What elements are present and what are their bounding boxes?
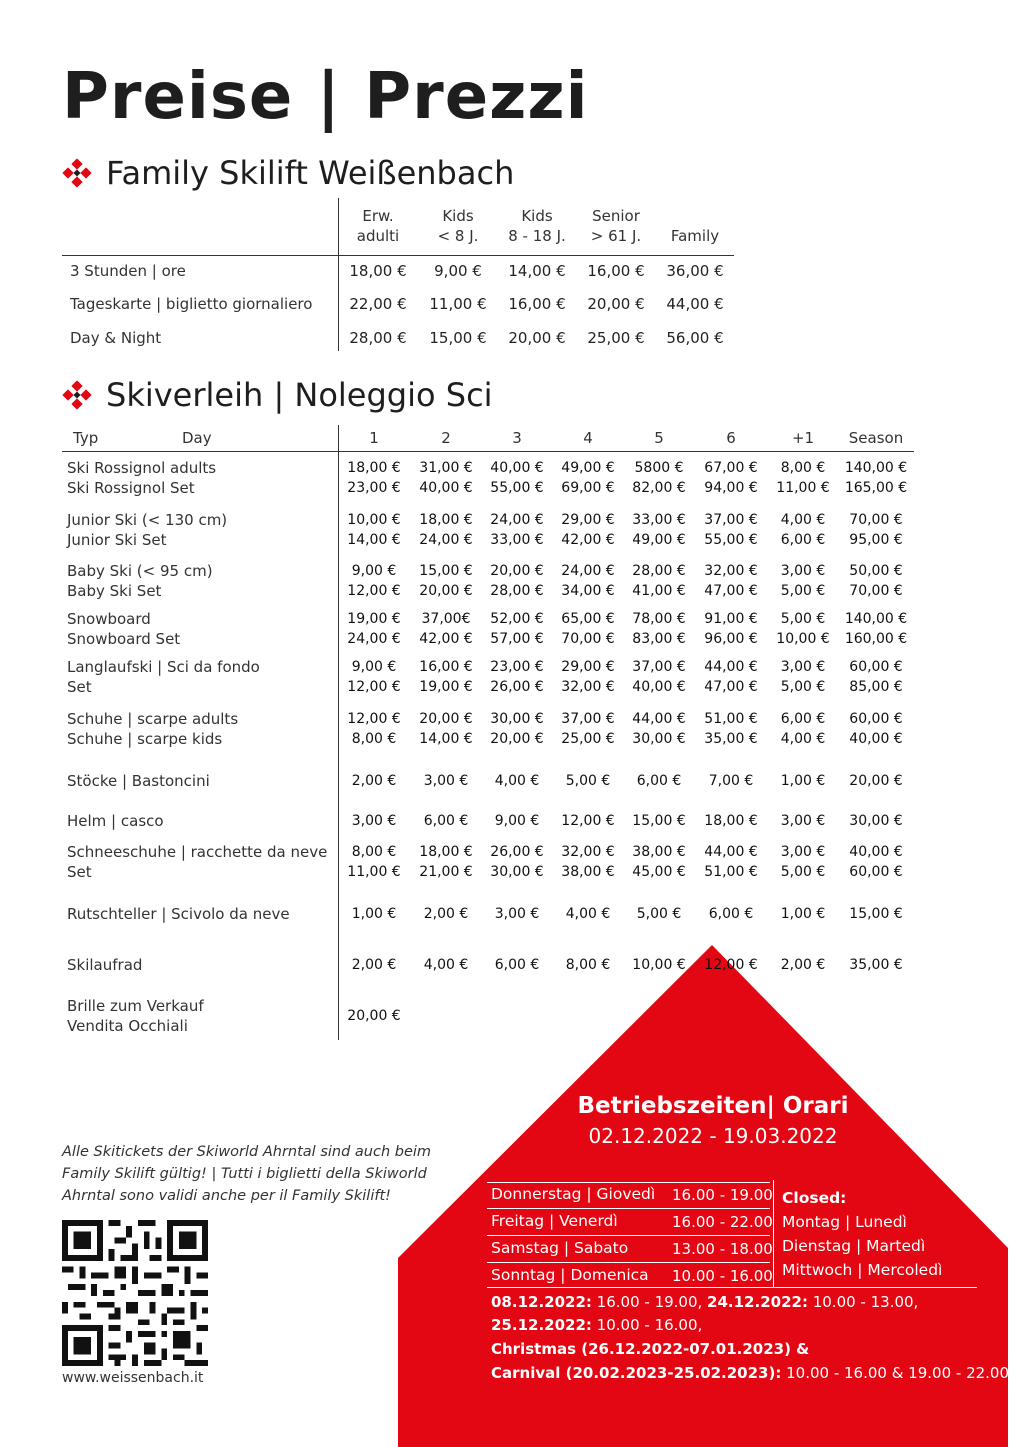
rental-price-cell: 1,00 €	[780, 906, 826, 922]
rental-price-cell: 3,00 €	[780, 813, 826, 829]
section-heading-rental	[62, 375, 493, 415]
rental-price-cell: 94,00 €	[704, 480, 758, 496]
rental-price-cell: 83,00 €	[632, 631, 686, 647]
rental-price-cell: 20,00 €	[490, 731, 544, 747]
rental-price-cell: 9,00 €	[351, 563, 397, 579]
price-cell: 11,00 €	[429, 295, 487, 313]
rental-price-cell: 18,00 €	[419, 844, 473, 860]
rental-price-cell: 20,00 €	[347, 1008, 401, 1024]
rental-price-cell: 20,00 €	[490, 563, 544, 579]
rental-price-cell: 3,00 €	[780, 563, 826, 579]
rental-price-cell: 35,00 €	[849, 957, 903, 973]
rental-price-cell: 42,00 €	[561, 532, 615, 548]
rental-price-cell: 4,00 €	[780, 512, 826, 528]
rental-item-label: Snowboard	[67, 610, 151, 628]
rental-price-cell: 5,00 €	[780, 611, 826, 627]
table-rule	[62, 255, 734, 256]
rental-price-cell: 4,00 €	[565, 906, 611, 922]
rental-price-cell: 42,00 €	[419, 631, 473, 647]
rental-price-cell: 82,00 €	[632, 480, 686, 496]
rental-price-cell: 12,00 €	[561, 813, 615, 829]
rental-price-cell: 65,00 €	[561, 611, 615, 627]
price-cell: 56,00 €	[666, 329, 724, 347]
rental-item-label: Schneeschuhe | racchette da neve	[67, 843, 328, 861]
rental-price-cell: 49,00 €	[632, 532, 686, 548]
rental-price-cell: 5800 €	[634, 460, 684, 476]
rental-price-cell: 6,00 €	[494, 957, 540, 973]
price-cell: 9,00 €	[434, 262, 482, 280]
rental-price-cell: 30,00 €	[849, 813, 903, 829]
rental-price-cell: 60,00 €	[849, 711, 903, 727]
rental-price-cell: 29,00 €	[561, 659, 615, 675]
rental-price-cell: 44,00 €	[704, 844, 758, 860]
rental-price-cell: 40,00 €	[849, 844, 903, 860]
day-column-header: +1	[791, 429, 815, 447]
rental-price-cell: 4,00 €	[423, 957, 469, 973]
schedule-time: 16.00 - 22.00	[672, 1213, 773, 1231]
hours-title: Betriebszeiten| Orari	[577, 1093, 849, 1119]
day-column-header: 5	[654, 429, 664, 447]
rental-price-cell: 70,00 €	[849, 512, 903, 528]
rental-price-cell: 8,00 €	[780, 460, 826, 476]
rental-price-cell: 12,00 €	[704, 957, 758, 973]
special-hours-line: 08.12.2022: 16.00 - 19.00, 24.12.2022: 10.00 - 13.00,	[491, 1293, 919, 1311]
rental-price-cell: 45,00 €	[632, 864, 686, 880]
rental-price-cell: 33,00 €	[490, 532, 544, 548]
rental-price-cell: 14,00 €	[347, 532, 401, 548]
rental-price-cell: 28,00 €	[632, 563, 686, 579]
table-rule	[62, 451, 914, 452]
rental-price-cell: 69,00 €	[561, 480, 615, 496]
rental-price-cell: 12,00 €	[347, 679, 401, 695]
rental-price-cell: 38,00 €	[632, 844, 686, 860]
rental-price-cell: 5,00 €	[780, 583, 826, 599]
column-header: Senior > 61 J.	[590, 207, 642, 245]
rental-price-cell: 18,00 €	[419, 512, 473, 528]
rental-price-cell: 6,00 €	[780, 532, 826, 548]
rental-price-cell: 20,00 €	[419, 711, 473, 727]
rental-item-label: Schuhe | scarpe adults	[67, 710, 239, 728]
rental-price-cell: 40,00 €	[632, 679, 686, 695]
special-hours-line: Carnival (20.02.2023-25.02.2023): 10.00 - 16.00 & 19.00 - 22.00	[491, 1364, 1010, 1382]
rental-price-cell: 4,00 €	[494, 773, 540, 789]
rental-item-label: Snowboard Set	[67, 630, 181, 648]
rental-item-label: Junior Ski Set	[67, 531, 167, 549]
section-title: Family Skilift Weißenbach	[106, 154, 515, 192]
rental-price-cell: 70,00 €	[849, 583, 903, 599]
price-cell: 20,00 €	[587, 295, 645, 313]
special-hours-line: Christmas (26.12.2022-07.01.2023) &	[491, 1340, 810, 1358]
price-cell: 28,00 €	[349, 329, 407, 347]
rental-price-cell: 40,00 €	[849, 731, 903, 747]
rental-price-cell: 20,00 €	[849, 773, 903, 789]
rental-price-cell: 1,00 €	[780, 773, 826, 789]
rental-price-cell: 85,00 €	[849, 679, 903, 695]
rental-price-cell: 60,00 €	[849, 864, 903, 880]
rental-item-label: Vendita Occhiali	[67, 1017, 188, 1035]
rental-item-label: Baby Ski Set	[67, 582, 162, 600]
row-label: Tageskarte | biglietto giornaliero	[70, 295, 313, 313]
rental-price-cell: 40,00 €	[419, 480, 473, 496]
price-cell: 20,00 €	[508, 329, 566, 347]
rental-price-cell: 24,00 €	[347, 631, 401, 647]
rental-item-label: Brille zum Verkauf	[67, 997, 204, 1015]
day-column-header: 4	[583, 429, 593, 447]
rental-price-cell: 37,00€	[421, 611, 471, 627]
rental-price-cell: 7,00 €	[708, 773, 754, 789]
rental-price-cell: 6,00 €	[636, 773, 682, 789]
rental-price-cell: 19,00 €	[419, 679, 473, 695]
schedule-day: Sonntag | Domenica	[491, 1266, 649, 1284]
rental-price-cell: 140,00 €	[844, 611, 908, 627]
rental-price-cell: 140,00 €	[844, 460, 908, 476]
rental-price-cell: 95,00 €	[849, 532, 903, 548]
snowflake-diamond-icon	[62, 158, 92, 188]
rental-price-cell: 2,00 €	[423, 906, 469, 922]
rental-price-cell: 91,00 €	[704, 611, 758, 627]
section-heading-family	[62, 153, 514, 193]
rental-price-cell: 23,00 €	[490, 659, 544, 675]
rental-item-label: Ski Rossignol Set	[67, 479, 195, 497]
column-header: Erw. adulti	[356, 207, 400, 245]
rental-price-cell: 9,00 €	[494, 813, 540, 829]
rental-price-cell: 30,00 €	[490, 711, 544, 727]
price-cell: 44,00 €	[666, 295, 724, 313]
rental-price-cell: 10,00 €	[632, 957, 686, 973]
rental-price-cell: 34,00 €	[561, 583, 615, 599]
row-label: 3 Stunden | ore	[70, 262, 186, 280]
rental-price-cell: 25,00 €	[561, 731, 615, 747]
rental-price-cell: 18,00 €	[704, 813, 758, 829]
rental-price-cell: 8,00 €	[565, 957, 611, 973]
rental-price-cell: 14,00 €	[419, 731, 473, 747]
column-header: Family	[670, 227, 720, 245]
rental-price-cell: 40,00 €	[490, 460, 544, 476]
rental-price-cell: 35,00 €	[704, 731, 758, 747]
rental-price-cell: 51,00 €	[704, 864, 758, 880]
rental-price-cell: 47,00 €	[704, 583, 758, 599]
rental-price-cell: 33,00 €	[632, 512, 686, 528]
rental-item-label: Stöcke | Bastoncini	[67, 772, 210, 790]
price-cell: 18,00 €	[349, 262, 407, 280]
rental-price-cell: 50,00 €	[849, 563, 903, 579]
schedule-rule	[487, 1235, 770, 1236]
rental-price-cell: 32,00 €	[561, 844, 615, 860]
rental-price-cell: 78,00 €	[632, 611, 686, 627]
season-dates: 02.12.2022 - 19.03.2022	[588, 1124, 838, 1148]
schedule-rule	[487, 1262, 770, 1263]
day-column-header: Season	[848, 429, 904, 447]
page-title: Preise | Prezzi	[62, 60, 589, 134]
schedule-day: Freitag | Venerdì	[491, 1212, 618, 1230]
rental-price-cell: 32,00 €	[561, 679, 615, 695]
rental-price-cell: 3,00 €	[780, 659, 826, 675]
rental-price-cell: 24,00 €	[561, 563, 615, 579]
day-column-header: 2	[441, 429, 451, 447]
rental-price-cell: 16,00 €	[419, 659, 473, 675]
rental-price-cell: 160,00 €	[844, 631, 908, 647]
rental-price-cell: 5,00 €	[780, 679, 826, 695]
day-column-header: 1	[369, 429, 379, 447]
price-cell: 25,00 €	[587, 329, 645, 347]
rental-price-cell: 2,00 €	[780, 957, 826, 973]
price-cell: 16,00 €	[587, 262, 645, 280]
rental-price-cell: 10,00 €	[347, 512, 401, 528]
rental-price-cell: 38,00 €	[561, 864, 615, 880]
rental-item-label: Baby Ski (< 95 cm)	[67, 562, 213, 580]
rental-item-label: Helm | casco	[67, 812, 164, 830]
closed-day: Dienstag | Martedì	[782, 1237, 926, 1255]
rental-price-cell: 18,00 €	[347, 460, 401, 476]
rental-price-cell: 24,00 €	[490, 512, 544, 528]
price-cell: 16,00 €	[508, 295, 566, 313]
rental-price-cell: 11,00 €	[776, 480, 830, 496]
column-header: Kids < 8 J.	[437, 207, 479, 245]
rental-price-cell: 4,00 €	[780, 731, 826, 747]
rental-price-cell: 2,00 €	[351, 773, 397, 789]
snowflake-diamond-icon	[62, 380, 92, 410]
rental-price-cell: 26,00 €	[490, 844, 544, 860]
rental-price-cell: 30,00 €	[490, 864, 544, 880]
rental-price-cell: 3,00 €	[494, 906, 540, 922]
rental-price-cell: 9,00 €	[351, 659, 397, 675]
column-header: Kids 8 - 18 J.	[508, 207, 566, 245]
schedule-rule	[487, 1208, 770, 1209]
rental-price-cell: 11,00 €	[347, 864, 401, 880]
rental-price-cell: 28,00 €	[490, 583, 544, 599]
day-column-header: 3	[512, 429, 522, 447]
qr-code[interactable]	[62, 1220, 208, 1366]
rental-price-cell: 32,00 €	[704, 563, 758, 579]
rental-price-cell: 37,00 €	[632, 659, 686, 675]
rental-price-cell: 15,00 €	[849, 906, 903, 922]
rental-price-cell: 37,00 €	[704, 512, 758, 528]
rental-item-label: Set	[67, 863, 92, 881]
rental-price-cell: 23,00 €	[347, 480, 401, 496]
type-header: Typ	[73, 429, 99, 447]
website-link[interactable]: www.weissenbach.it	[62, 1370, 204, 1386]
closed-label: Closed:	[782, 1189, 847, 1207]
rental-item-label: Ski Rossignol adults	[67, 459, 217, 477]
price-cell: 22,00 €	[349, 295, 407, 313]
rental-price-cell: 8,00 €	[351, 844, 397, 860]
rental-price-cell: 49,00 €	[561, 460, 615, 476]
schedule-time: 16.00 - 19.00	[672, 1186, 773, 1204]
rental-price-cell: 5,00 €	[636, 906, 682, 922]
rental-price-cell: 96,00 €	[704, 631, 758, 647]
rental-item-label: Junior Ski (< 130 cm)	[67, 511, 228, 529]
price-cell: 36,00 €	[666, 262, 724, 280]
rental-price-cell: 51,00 €	[704, 711, 758, 727]
rental-price-cell: 3,00 €	[780, 844, 826, 860]
day-column-header: 6	[726, 429, 736, 447]
rental-price-cell: 3,00 €	[423, 773, 469, 789]
rental-price-cell: 12,00 €	[347, 583, 401, 599]
rental-price-cell: 19,00 €	[347, 611, 401, 627]
rental-item-label: Rutschteller | Scivolo da neve	[67, 905, 290, 923]
rental-price-cell: 6,00 €	[780, 711, 826, 727]
rental-price-cell: 1,00 €	[351, 906, 397, 922]
rental-price-cell: 44,00 €	[632, 711, 686, 727]
rental-price-cell: 55,00 €	[490, 480, 544, 496]
rental-price-cell: 37,00 €	[561, 711, 615, 727]
rental-price-cell: 2,00 €	[351, 957, 397, 973]
rental-item-label: Skilaufrad	[67, 956, 143, 974]
rental-price-cell: 52,00 €	[490, 611, 544, 627]
schedule-time: 13.00 - 18.00	[672, 1240, 773, 1258]
schedule-day: Samstag | Sabato	[491, 1239, 629, 1257]
rental-price-cell: 29,00 €	[561, 512, 615, 528]
rental-price-cell: 60,00 €	[849, 659, 903, 675]
price-cell: 15,00 €	[429, 329, 487, 347]
rental-price-cell: 10,00 €	[776, 631, 830, 647]
rental-price-cell: 47,00 €	[704, 679, 758, 695]
special-hours-line: 25.12.2022: 10.00 - 16.00,	[491, 1316, 703, 1334]
day-header: Day	[182, 429, 212, 447]
rental-price-cell: 6,00 €	[708, 906, 754, 922]
rental-price-cell: 70,00 €	[561, 631, 615, 647]
rental-price-cell: 6,00 €	[423, 813, 469, 829]
rental-price-cell: 21,00 €	[419, 864, 473, 880]
rental-price-cell: 24,00 €	[419, 532, 473, 548]
schedule-time: 10.00 - 16.00	[672, 1267, 773, 1285]
rental-price-cell: 26,00 €	[490, 679, 544, 695]
rental-price-cell: 20,00 €	[419, 583, 473, 599]
rental-price-cell: 3,00 €	[351, 813, 397, 829]
validity-note: Alle Skitickets der Skiworld Ahrntal sind auch beim Family Skilift gültig! | Tutti i biglietti della Skiworld Ahrntal sono validi anche per il Family Skilift!	[62, 1144, 432, 1204]
rental-price-cell: 31,00 €	[419, 460, 473, 476]
rental-price-cell: 15,00 €	[632, 813, 686, 829]
schedule-rule	[487, 1182, 770, 1183]
rental-price-cell: 44,00 €	[704, 659, 758, 675]
rental-price-cell: 67,00 €	[704, 460, 758, 476]
rental-price-cell: 5,00 €	[780, 864, 826, 880]
rental-item-label: Set	[67, 678, 92, 696]
rental-price-cell: 12,00 €	[347, 711, 401, 727]
schedule-rule	[487, 1287, 977, 1288]
rental-price-cell: 55,00 €	[704, 532, 758, 548]
rental-price-cell: 15,00 €	[419, 563, 473, 579]
rental-price-cell: 57,00 €	[490, 631, 544, 647]
rental-item-label: Langlaufski | Sci da fondo	[67, 658, 260, 676]
rental-price-cell: 165,00 €	[844, 480, 908, 496]
row-label: Day & Night	[70, 329, 162, 347]
rental-price-cell: 41,00 €	[632, 583, 686, 599]
rental-price-cell: 5,00 €	[565, 773, 611, 789]
schedule-day: Donnerstag | Giovedì	[491, 1185, 656, 1203]
closed-day: Mittwoch | Mercoledì	[782, 1261, 943, 1279]
section-title: Skiverleih | Noleggio Sci	[106, 376, 493, 414]
rental-price-cell: 8,00 €	[351, 731, 397, 747]
schedule-divider	[773, 1180, 774, 1287]
rental-price-cell: 30,00 €	[632, 731, 686, 747]
price-cell: 14,00 €	[508, 262, 566, 280]
rental-item-label: Schuhe | scarpe kids	[67, 730, 223, 748]
closed-day: Montag | Lunedì	[782, 1213, 907, 1231]
